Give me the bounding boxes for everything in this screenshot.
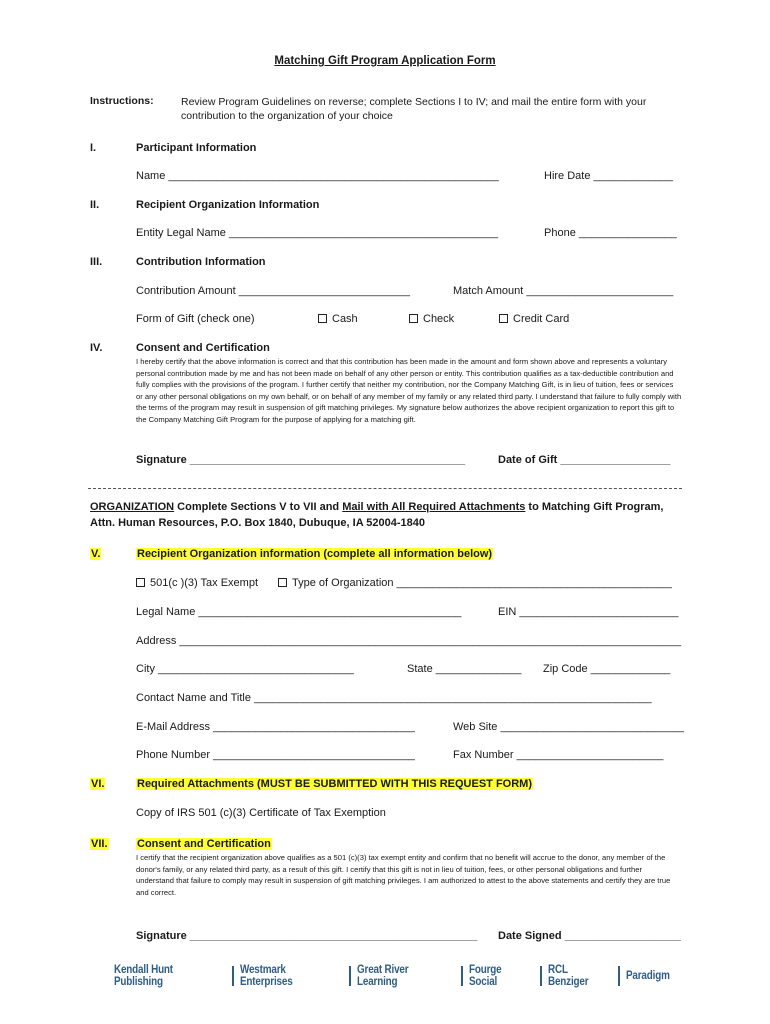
section-7-number: VII. (91, 838, 108, 850)
instructions-label: Instructions: (90, 95, 154, 107)
fax-number-field[interactable]: Fax Number ________________________ (453, 749, 664, 761)
section-2-number: II. (90, 199, 100, 211)
footer-logos (114, 966, 676, 986)
contribution-amount-field[interactable]: Contribution Amount ____________________________ (136, 285, 411, 297)
organization-instructions: ORGANIZATION Complete Sections V to VII and Mail with All Required Attachments to Matching Gift Program, (90, 501, 664, 513)
logo-rcl-benziger: RCL Benziger (548, 964, 589, 988)
section-4-number: IV. (90, 342, 103, 354)
participant-certification-text: I hereby certify that the above information is correct and that this contribution has been made in the amount and form shown above and represents a voluntary personal contribution made by me and has not been made on behalf of any other person or entity. This contribution qualifies as a tax-deductible contribution and fully complies with the provisions of the program. I further certify that neither my contribution, nor the Company Matching Gift, is in lieu of tuition, fees or services or any other personal obligations on my own behalf, or on behalf of any member of my family or any related third party. I understand that failure to fully comply with the terms of the program may result in suspension of gift matching privileges. My signature below authorizes the above recipient organization to report this gift to the Company Matching Gift Program for the purpose of applying for a matching gift. (136, 357, 682, 424)
organization-mailing-address: Attn. Human Resources, P.O. Box 1840, Dubuque, IA 52004-1840 (90, 517, 426, 529)
section-5-number: V. (91, 548, 101, 560)
section-1-heading: Participant Information (136, 142, 257, 154)
form-of-gift-label: Form of Gift (check one) (136, 313, 255, 325)
instructions-line-1: Review Program Guidelines on reverse; complete Sections I to IV; and mail the entire form with your (181, 96, 647, 108)
logo-divider (618, 966, 620, 986)
section-7-heading: Consent and Certification (137, 838, 271, 850)
tax-exempt-checkbox[interactable] (136, 578, 145, 587)
type-of-organization-checkbox[interactable] (278, 578, 287, 587)
section-6-heading: Required Attachments (MUST BE SUBMITTED WITH THIS REQUEST FORM) (137, 778, 532, 790)
org-phone-number-field[interactable]: Phone Number _________________________________ (136, 749, 415, 761)
logo-westmark: Westmark Enterprises (240, 964, 293, 988)
gift-cash-option[interactable]: Cash (318, 313, 358, 325)
recipient-phone-field[interactable]: Phone ________________ (544, 227, 677, 239)
section-5-heading: Recipient Organization information (complete all information below) (137, 548, 493, 560)
section-1-number: I. (90, 142, 97, 154)
entity-legal-name-field[interactable]: Entity Legal Name ____________________________________________ (136, 227, 499, 239)
cash-checkbox[interactable] (318, 314, 327, 323)
organization-certification-text: I certify that the recipient organization above qualifies as a 501 (c)(3) tax exempt entity and confirm that no benefit will accrue to the donor, any member of the donor's family, or any related third party, as a result of this gift. I certify that this gift is not in lieu of tuition, fees, or other personal obligations and further understand that failure to comply may result in suspension of gift matching privileges. I am authorized to attest to the above statements and certify they are true and correct. (136, 853, 671, 897)
date-signed-field[interactable]: Date Signed ___________________ (498, 930, 681, 942)
section-6-number: VI. (91, 778, 105, 790)
date-of-gift-field[interactable]: Date of Gift __________________ (498, 454, 671, 466)
section-3-heading: Contribution Information (136, 256, 266, 268)
website-field[interactable]: Web Site ______________________________ (453, 721, 685, 733)
logo-divider (349, 966, 351, 986)
city-field[interactable]: City ________________________________ (136, 663, 354, 675)
form-title: Matching Gift Program Application Form (274, 55, 496, 67)
required-attachment-item: Copy of IRS 501 (c)(3) Certificate of Tax Exemption (136, 807, 386, 819)
tax-exempt-option[interactable]: 501(c )(3) Tax Exempt (136, 577, 258, 589)
ein-field[interactable]: EIN __________________________ (498, 606, 679, 618)
section-2-heading: Recipient Organization Information (136, 199, 320, 211)
state-field[interactable]: State ______________ (407, 663, 522, 675)
logo-kendall-hunt: Kendall Hunt Publishing (114, 964, 173, 988)
address-field[interactable]: Address __________________________________________________________________________________ (136, 635, 682, 647)
hire-date-field[interactable]: Hire Date _____________ (544, 170, 674, 182)
participant-signature-field[interactable]: Signature _____________________________________________ (136, 454, 466, 466)
organization-signature-field[interactable]: Signature _______________________________________________ (136, 930, 478, 942)
logo-divider (461, 966, 463, 986)
logo-paradigm: Paradigm (626, 970, 670, 982)
zip-code-field[interactable]: Zip Code _____________ (543, 663, 671, 675)
org-legal-name-field[interactable]: Legal Name ___________________________________________ (136, 606, 462, 618)
section-3-number: III. (90, 256, 103, 268)
check-checkbox[interactable] (409, 314, 418, 323)
logo-great-river-learning: Great River Learning (357, 964, 409, 988)
match-amount-field[interactable]: Match Amount ________________________ (453, 285, 674, 297)
gift-credit-card-option[interactable]: Credit Card (499, 313, 569, 325)
logo-fourge-social: Fourge Social (469, 964, 502, 988)
email-address-field[interactable]: E-Mail Address _________________________________ (136, 721, 415, 733)
logo-divider (540, 966, 542, 986)
participant-name-field[interactable]: Name ______________________________________________________ (136, 170, 499, 182)
contact-name-title-field[interactable]: Contact Name and Title _________________________________________________________________ (136, 692, 652, 704)
logo-divider (232, 966, 234, 986)
type-of-organization-option[interactable]: Type of Organization _____________________________________________ (278, 577, 672, 589)
section-divider (88, 488, 682, 489)
gift-check-option[interactable]: Check (409, 313, 454, 325)
credit-card-checkbox[interactable] (499, 314, 508, 323)
instructions-line-2: contribution to the organization of your choice (181, 110, 393, 122)
section-4-heading: Consent and Certification (136, 342, 270, 354)
